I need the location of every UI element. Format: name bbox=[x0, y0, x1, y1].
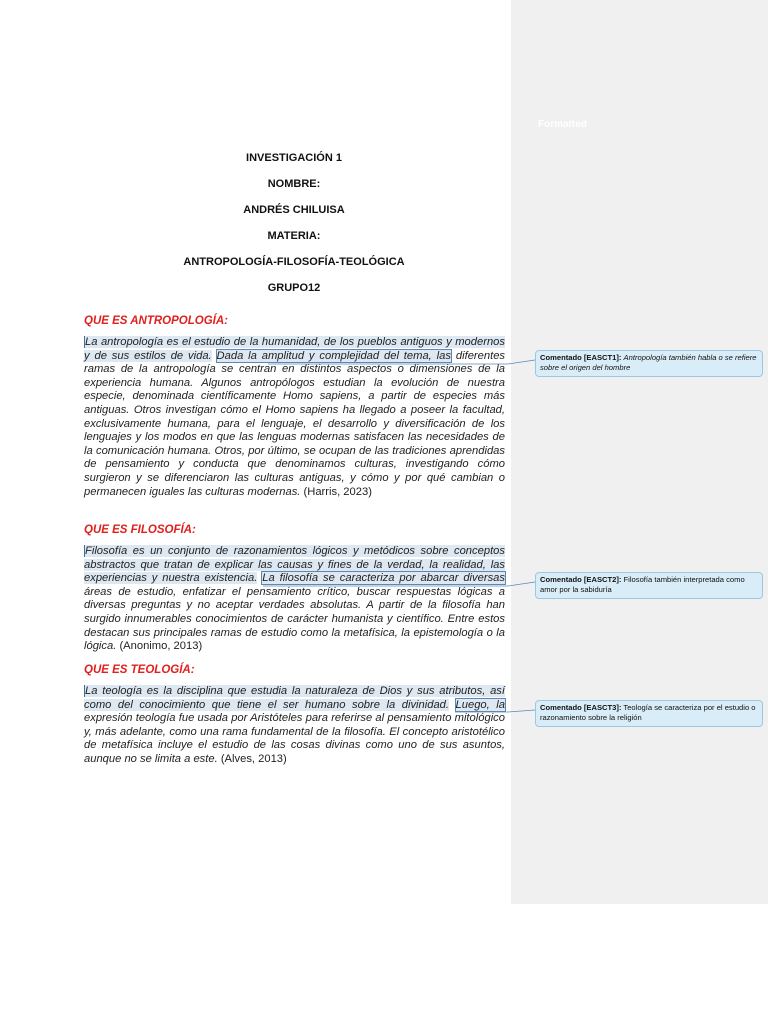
comment-anchor-1[interactable]: Dada la amplitud y complejidad del tema, las bbox=[216, 349, 451, 362]
highlight-text: La antropología es el estudio de la humanidad, de los pueblos antiguos y modernos y de sus estilos de vida. bbox=[84, 336, 505, 362]
citation: (Harris, 2023) bbox=[303, 485, 372, 498]
highlight-text: Filosofía es un conjunto de razonamientos lógicos y metódicos sobre conceptos abstractos que tratan de explicar las causas y fines de la verdad, la realidad, las experiencias y nuestra existencia. bbox=[84, 545, 505, 585]
subject-label: MATERIA: bbox=[267, 230, 321, 242]
section-heading-filosofia: QUE ES FILOSOFÍA: bbox=[84, 524, 196, 536]
comment-anchor-2[interactable]: La filosofía se caracteriza por abarcar diversas bbox=[262, 572, 505, 585]
comment-text: Antropología también habla o se refiere sobre el origen del hombre bbox=[540, 353, 757, 372]
comment-text: Filosofía también interpretada como amor por la sabiduría bbox=[540, 575, 745, 594]
section-heading-antropologia: QUE ES ANTROPOLOGÍA: bbox=[84, 315, 228, 327]
comment-balloon-3[interactable] bbox=[535, 700, 763, 727]
author-name: ANDRÉS CHILUISA bbox=[243, 204, 345, 216]
comment-text: Teología se caracteriza por el estudio o razonamiento sobre la religión bbox=[540, 703, 756, 722]
comment-balloon-2[interactable] bbox=[535, 572, 763, 599]
body-text: áreas de estudio, enfatizar el pensamiento crítico, buscar respuestas lógicas a diversas preguntas y no aceptar verdades absolutas. A partir de la filosofía han surgido innumerables conocimientos de carácter humanista y científico. Entre estos destacan sus principales ramas de estudio como la metafísica, la epistemología o la lógica. bbox=[84, 585, 505, 653]
highlight-text: La teología es la disciplina que estudia la naturaleza de Dios y sus atributos, así como del conocimiento que tiene el ser humano sobre la divinidad. bbox=[84, 685, 505, 711]
comment-balloon-1[interactable] bbox=[535, 350, 763, 377]
body-text: diferentes ramas de la antropología se centran en distintos aspectos o dimensiones de la experiencia humana. Algunos antropólogos estudian la evolución de nuestra especie, denominada científicamente Homo sapiens, a partir de especies más antiguas. Otros investigan cómo el Homo sapiens ha llegado a poseer la facultad, exclusivamente humana, para el lenguaje, el desarrollo y diversificación de los lenguajes y los modos en que las lenguas modernas satisfacen las necesidades de la comunicación humana. Otros, por último, se ocupan de las tradiciones aprendidas de pensamiento y conducta que denominamos culturas, investigando cómo surgieron y se diferenciaron las culturas antiguas, y cómo y por qué cambian o permanecen iguales las culturas modernas. bbox=[84, 349, 506, 498]
paragraph-antropologia[interactable] bbox=[84, 336, 505, 499]
section-heading-teologia: QUE ES TEOLOGÍA: bbox=[84, 664, 195, 676]
comment-author: Comentado [EASCT2]: bbox=[540, 575, 622, 584]
subject-name: ANTROPOLOGÍA-FILOSOFÍA-TEOLÓGICA bbox=[183, 256, 405, 268]
paragraph-teologia[interactable] bbox=[84, 685, 505, 767]
doc-title: INVESTIGACIÓN 1 bbox=[246, 152, 342, 164]
paragraph-filosofia[interactable] bbox=[84, 545, 505, 654]
citation: (Anonimo, 2013) bbox=[119, 640, 203, 653]
name-label: NOMBRE: bbox=[267, 178, 321, 190]
comment-anchor-3[interactable]: Luego, la bbox=[455, 698, 505, 711]
group-label: GRUPO12 bbox=[267, 282, 321, 294]
comment-pane-title: Formatted bbox=[538, 119, 587, 130]
comment-author: Comentado [EASCT3]: bbox=[540, 703, 622, 712]
comment-author: Comentado [EASCT1]: bbox=[540, 353, 622, 362]
body-text: expresión teología fue usada por Aristóteles para referirse al pensamiento mitológico y, más adelante, como una rama fundamental de la filosofía. El concepto aristotélico de metafísica incluye el estudio de las cosas divinas como uno de sus asuntos, aunque no se limita a este. bbox=[84, 712, 505, 765]
citation: (Alves, 2013) bbox=[220, 752, 287, 765]
comment-pane bbox=[511, 0, 768, 904]
